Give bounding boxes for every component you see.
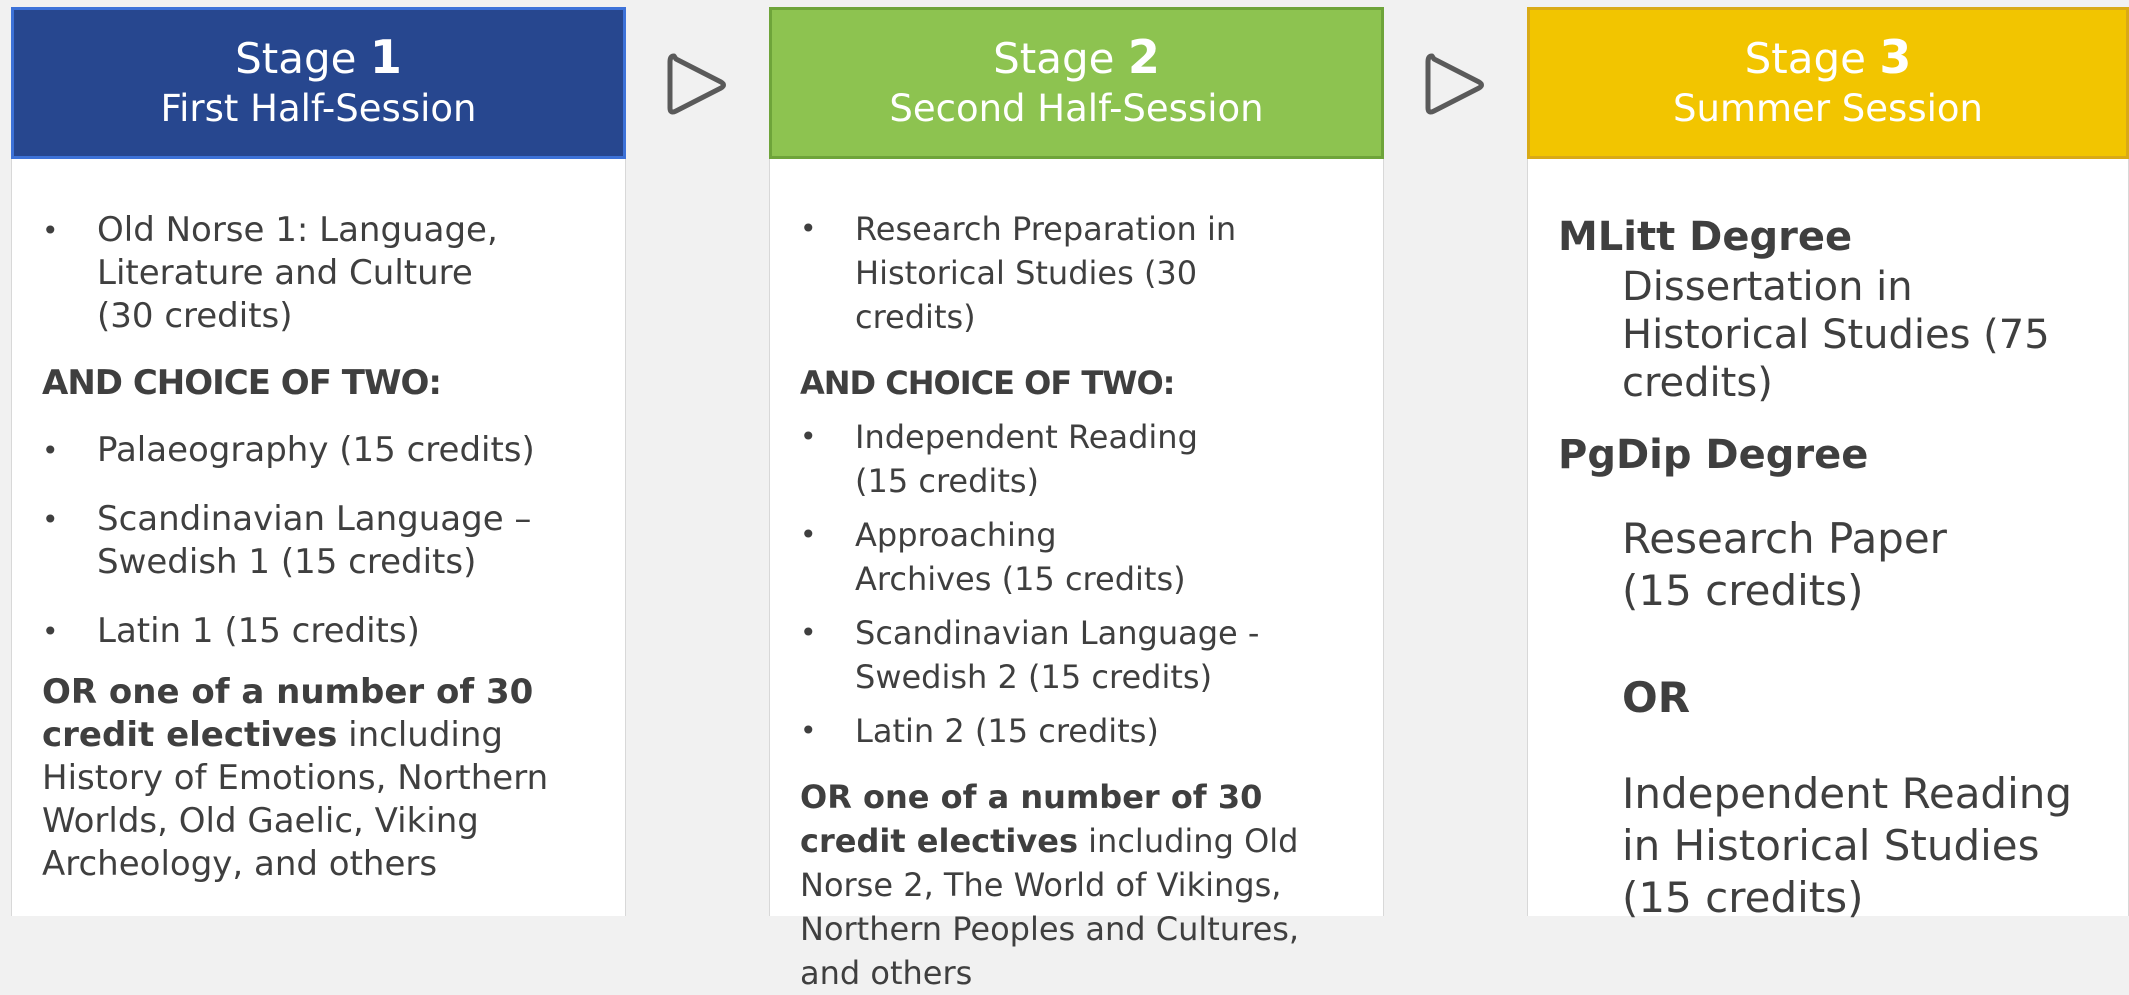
play-arrow-outline-icon	[666, 50, 728, 120]
play-arrow-outline-icon	[1424, 50, 1486, 120]
stage-1-subtitle: First Half-Session	[160, 87, 477, 130]
stage-2-body	[769, 159, 1384, 992]
stage-1-choice-item: • Latin 1 (15 credits)	[42, 610, 597, 653]
stage-1-electives-rest: including History of Emotions, Northern Worlds, Old Gaelic, Viking Archeology, and others	[42, 715, 549, 884]
stage-1-choice-heading: AND CHOICE OF TWO:	[42, 363, 441, 403]
stage-2-number: 2	[1127, 30, 1160, 84]
stage-2-header	[769, 7, 1384, 159]
stage-1-electives-bold: OR one of a number of 30 credit electives	[42, 672, 534, 755]
stage-1-number: 1	[369, 30, 402, 84]
stage-3-body	[1527, 159, 2129, 922]
stage-1-header	[11, 7, 626, 159]
stage-2-title-word: Stage	[993, 34, 1115, 83]
stage-1-column	[11, 7, 626, 916]
mlitt-heading: MLitt Degree	[1558, 214, 1853, 260]
stage-2-choice-item: • Approaching Archives (15 credits)	[800, 513, 1200, 601]
stage-2-electives-rest: including Old Norse 2, The World of Vikings, Northern Peoples and Cultures, and others	[800, 822, 1300, 992]
stage-2-choice-list	[800, 415, 1355, 753]
stage-2-column	[769, 7, 1384, 992]
stage-1-choice-item: • Palaeography (15 credits)	[42, 429, 597, 472]
stage-2-choice-item: • Scandinavian Language - Swedish 2 (15 credits)	[800, 611, 1270, 699]
stage-3-title	[1745, 32, 1912, 84]
stage-3-column	[1527, 7, 2129, 922]
mlitt-dissertation: Dissertation in Historical Studies (75 credits)	[1622, 264, 2050, 406]
stage-3-title-word: Stage	[1744, 34, 1866, 83]
stage-1-core-item: • Old Norse 1: Language, Literature and Culture (30 credits)	[42, 209, 512, 338]
stage-3-subtitle: Summer Session	[1673, 87, 1983, 130]
stage-2-electives	[800, 775, 1355, 995]
stage-1-body	[11, 159, 626, 916]
stage-1-title	[235, 32, 402, 84]
pgdip-independent-reading: Independent Reading in Historical Studies (15 credits)	[1622, 769, 2073, 922]
stage-1-choice-item: • Scandinavian Language – Swedish 1 (15 credits)	[42, 498, 542, 584]
pgdip-research-paper: Research Paper (15 credits)	[1622, 514, 1947, 615]
stage-3-number: 3	[1879, 30, 1912, 84]
stage-1-choice-list	[42, 429, 597, 653]
stage-1-electives	[42, 671, 597, 886]
stage-3-header	[1527, 7, 2129, 159]
stage-2-title	[993, 32, 1160, 84]
stage-2-choice-heading: AND CHOICE OF TWO:	[800, 364, 1175, 402]
pgdip-heading: PgDip Degree	[1558, 432, 1869, 478]
stage-2-choice-item: • Independent Reading (15 credits)	[800, 415, 1200, 503]
stage-2-core-item: • Research Preparation in Historical Studies (30 credits)	[800, 207, 1320, 339]
pgdip-or-label: OR	[1622, 673, 1691, 722]
stage-2-choice-item: • Latin 2 (15 credits)	[800, 709, 1355, 753]
stage-1-title-word: Stage	[235, 34, 357, 83]
stage-2-subtitle: Second Half-Session	[889, 87, 1264, 130]
stage-2-electives-bold: OR one of a number of 30 credit electives	[800, 778, 1263, 860]
